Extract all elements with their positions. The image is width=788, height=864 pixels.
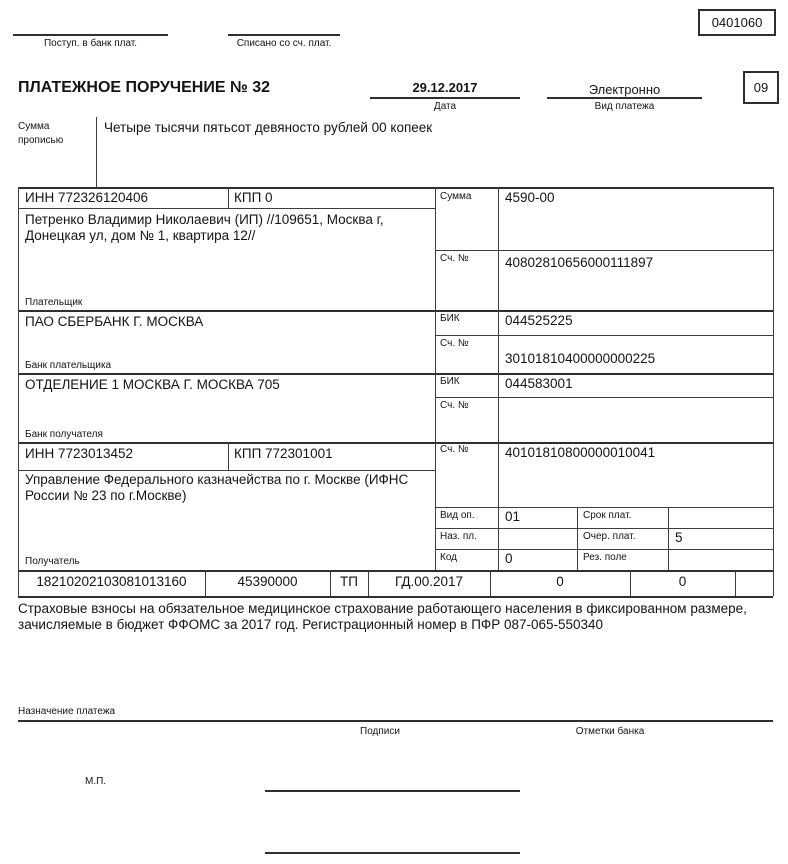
doc-number-cell: 0: [556, 574, 564, 589]
payee-label: Получатель: [25, 556, 80, 567]
grid-line: [577, 507, 578, 570]
grid-line: [435, 507, 773, 508]
bank-marks-label: Отметки банка: [575, 726, 645, 737]
period-cell: ГД.00.2017: [394, 574, 464, 589]
amount-label: Сумма: [440, 191, 472, 202]
pay-term-label: Срок плат.: [583, 510, 632, 521]
payer-bank-name: ПАО СБЕРБАНК Г. МОСКВА: [25, 314, 204, 329]
grid-line: [18, 208, 435, 209]
reserve-label: Рез. поле: [583, 552, 627, 563]
payer-account-label: Сч. №: [440, 253, 469, 264]
pay-purpose-label: Наз. пл.: [440, 531, 477, 542]
payer-label: Плательщик: [25, 297, 83, 308]
grid-line: [18, 187, 773, 189]
grid-line: [435, 250, 773, 251]
payee-bank-label: Банк получателя: [25, 429, 103, 440]
grid-line: [18, 596, 773, 598]
kbk-cell: 18210202103081013160: [36, 574, 187, 589]
grid-line: [18, 187, 19, 596]
grid-line: [435, 549, 773, 550]
payee-account-value: 40101810800000010041: [505, 445, 656, 460]
received-line: [13, 34, 168, 36]
grid-line: [435, 397, 773, 398]
amount-words-value: Четыре тысячи пятьсот девяносто рублей 00 копеек: [104, 120, 433, 135]
payee-inn: ИНН 7723013452: [25, 446, 134, 461]
amount-value: 4590-00: [505, 190, 555, 205]
grid-line: [18, 310, 773, 312]
payer-bank-bik-value: 044525225: [505, 313, 573, 328]
payer-name: Петренко Владимир Николаевич (ИП) //109651, Москва г, Донецкая ул, дом № 1, квартира 12//: [25, 212, 384, 243]
basis-cell: ТП: [340, 574, 358, 589]
grid-line: [435, 187, 436, 570]
doc-date-cell: 0: [678, 574, 687, 589]
payee-bank-bik-value: 044583001: [505, 376, 573, 391]
op-kind-value: 01: [505, 509, 521, 524]
amount-words-label-line2: прописью: [18, 135, 64, 146]
payer-bank-label: Банк плательщика: [25, 360, 112, 371]
purpose-underline: [18, 720, 773, 722]
purpose-text: Страховые взносы на обязательное медицинское страхование работающего населения в фиксированном размере, зачисляемые в бюджет ФФОМС за 2017 год. Регистрационный номер в ПФР 087-065-550340: [18, 601, 747, 632]
document-title: ПЛАТЕЖНОЕ ПОРУЧЕНИЕ № 32: [18, 79, 271, 96]
payee-bank-name: ОТДЕЛЕНИЕ 1 МОСКВА Г. МОСКВА 705: [25, 377, 280, 392]
grid-line: [18, 442, 773, 444]
debited-label: Списано со сч. плат.: [236, 38, 332, 49]
amount-words-divider: [96, 117, 97, 187]
payee-bank-account-label: Сч. №: [440, 400, 469, 411]
grid-line: [228, 187, 229, 208]
signature-line-1: [265, 790, 520, 792]
payer-bank-account-value: 30101810400000000225: [505, 351, 656, 366]
payment-type-underline: [547, 97, 702, 99]
grid-line: [773, 187, 774, 596]
payment-type-value: Электронно: [588, 82, 661, 97]
purpose-label: Назначение платежа: [18, 706, 116, 717]
signature-line-2: [265, 852, 520, 854]
date-underline: [370, 97, 520, 99]
form-code-box: [698, 9, 776, 36]
grid-line: [498, 187, 499, 570]
op-kind-label: Вид оп.: [440, 510, 475, 521]
grid-line: [668, 507, 669, 570]
payment-type-label: Вид платежа: [594, 101, 655, 112]
grid-line: [435, 528, 773, 529]
payer-bank-account-label: Сч. №: [440, 338, 469, 349]
grid-line: [18, 470, 435, 471]
grid-line: [435, 335, 773, 336]
status-code: 09: [753, 80, 769, 95]
stamp-label: М.П.: [85, 776, 107, 787]
payer-account-value: 40802810656000111897: [505, 255, 654, 270]
oktmo-cell: 45390000: [237, 574, 298, 589]
debited-line: [228, 34, 340, 36]
grid-line: [18, 373, 773, 375]
grid-line: [735, 570, 736, 596]
payer-kpp: КПП 0: [234, 190, 273, 205]
amount-words-label-line1: Сумма: [18, 121, 50, 132]
form-code: 0401060: [711, 15, 763, 30]
status-code-box: [743, 71, 779, 104]
priority-value: 5: [675, 530, 683, 545]
priority-label: Очер. плат.: [583, 531, 636, 542]
code-value: 0: [505, 551, 513, 566]
payee-kpp: КПП 772301001: [234, 446, 333, 461]
grid-line: [228, 442, 229, 470]
code-label: Код: [440, 552, 458, 563]
payee-name: Управление Федерального казначейства по г. Москве (ИФНС России № 23 по г.Москве): [25, 472, 409, 503]
date-value: 29.12.2017: [412, 80, 478, 95]
payee-bank-bik-label: БИК: [440, 376, 460, 387]
payee-account-label: Сч. №: [440, 444, 469, 455]
payer-bank-bik-label: БИК: [440, 313, 460, 324]
received-label: Поступ. в банк плат.: [43, 38, 138, 49]
payer-inn: ИНН 772326120406: [25, 190, 149, 205]
date-label: Дата: [433, 101, 457, 112]
signatures-label: Подписи: [360, 726, 400, 737]
grid-line: [18, 570, 773, 572]
